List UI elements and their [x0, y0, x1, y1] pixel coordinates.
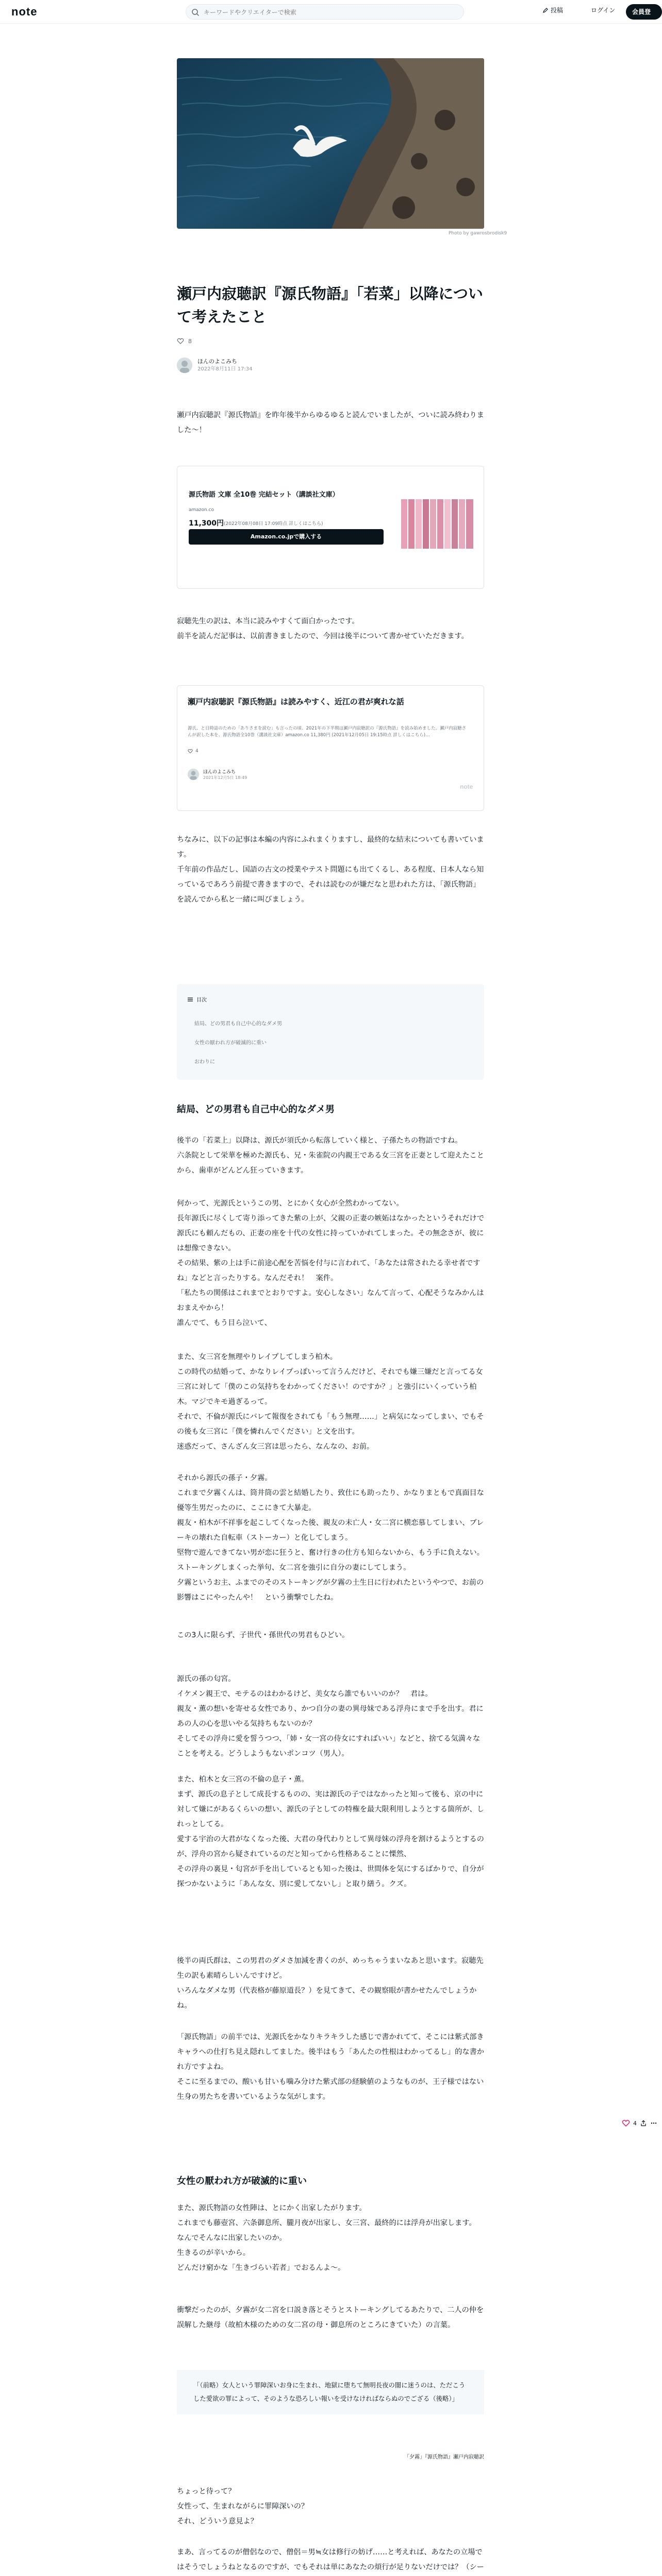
share-icon[interactable]	[640, 2120, 647, 2127]
seagull-photo	[177, 58, 484, 229]
embed-author[interactable]	[188, 768, 247, 781]
pencil-icon	[542, 7, 549, 13]
side-like-count: 4	[633, 2120, 637, 2127]
hero-image	[177, 58, 484, 229]
paragraph: また、女三宮を無理やりレイプしてしまう柏木。 この時代の結婚って、かなりレイプっぽいって言うんだけど、それでも嫌三嫌だと言ってる女三宮に対して「僕のこの気持ちをわかってください！のですか？」と強引にいくっていう柏木。マジでキモ過ぎるって。 それで、不倫が源氏にバレて報復をされても「もう無理……」と病気になってしまい、でもその後も女三宮に「僕を憐れんでください」と文を出す。 迷惑だって、さんざん女三宮は思ったら、なんなの、お前。	[177, 1353, 484, 1451]
heart-icon[interactable]	[177, 337, 184, 345]
search-box[interactable]	[186, 4, 464, 20]
paragraph: それから源氏の孫子・夕霧。 これまで夕霧くんは、筒井筒の雲と結婚したり、致仕にも助ったり、かなりまともで真面目な優等生男だったのに、ここにきて大暴走。 親友・柏木が不祥事を起こしてくなった後、親友の未亡人・女二宮に横恋慕してしまい、ブレーキの壊れた自転車（ストーカー）と化してしまう。 堅物で遊んできてない男が恋に狂うと、奮け行きの仕方も知らないから、もう手に負えない。 ストーキングしまくった挙句、女二宮を強引に自分の妻にしてしまう。 夕霧というお主、ふまでのそのストーキングが夕霧の土生日に行われたというやつで、お前の影響はこにやったんや！ という衝撃でしたね。	[177, 1474, 484, 1602]
heart-icon	[188, 749, 193, 754]
price-note[interactable]: (2022年08月08日 17:09時点 詳しくはこちら)	[224, 521, 323, 527]
paragraph: まあ、言ってるのが僧侶なので、僧侶＝男≒女は修行の妨げ……と考えれば、あなたの立場ではそうでしょうねとなるのですが、でもそれは単にあなたの煩行が足りないだけでは？（シー	[177, 2548, 484, 2571]
embed-like	[188, 749, 198, 754]
quote-citation: 「夕霧」『源氏物語』瀬戸内寂聴訳	[404, 2454, 484, 2460]
note-logo[interactable]: note	[11, 5, 38, 18]
product-brand: amazon.co	[189, 507, 214, 513]
embed-title[interactable]: 瀬戸内寂聴訳『源氏物語』は読みやすく、近江の君が爽れな話	[188, 697, 404, 706]
signup-button[interactable]: 会員登録	[626, 4, 662, 20]
article-title: 瀬戸内寂聴訳『源氏物語』「若菜」以降について考えたこと	[177, 285, 483, 326]
embed-like-count: 4	[195, 749, 198, 754]
embed-note-logo: note	[460, 783, 473, 790]
table-of-contents	[177, 984, 484, 1080]
embed-date: 2021年12月5日 18:49	[203, 775, 247, 780]
toc-item[interactable]: 結局、どの男君も自己中心的なダメ男	[194, 1021, 282, 1027]
photo-credit[interactable]: Photo by gawrosbrodisk9	[449, 231, 507, 236]
embed-author-name[interactable]: ほんのよこみち	[203, 770, 236, 775]
paragraph: また、源氏物語の女性陣は、とにかく出家したがります。 これまでも藤壺宮、六条御息所、朧月夜が出家し、女三宮、最終的には浮舟が出家します。 なんでそんなに出家したいのか。 生きるのが辛いから。 どんだけ窮かな「生きづらい若者」でおるんよ〜。	[177, 2204, 476, 2272]
avatar[interactable]	[177, 358, 192, 373]
heart-icon[interactable]	[622, 2119, 630, 2127]
toc-item[interactable]: おわりに	[194, 1059, 215, 1065]
paragraph: 何かって、光源氏というこの男、とにかく女心が全然わかってない。 長年源氏に尽くして寄り添ってきた紫の上が、父親の正妻の嫉妬はなかったというそれだけで源氏にも頼んだもの、正妻の座を十代の女性に持っていかれてしまった。その無念さが、彼には想像できない。 その結果、紫の上は手に前途心配を苦悩を付与に言われて、「あなたは常されたる幸せ者ですね」などと言ったりする。なんだそれ！ 案件。 「私たちの関係はこれまでとおりですよ。安心しなさい」なんて言って、心配そうなみかんはおまえやから！ 誰んでて、もう目ら泣いて、	[177, 1199, 484, 1327]
paragraph: 寂聴先生の訳は、本当に読みやすくて面白かったです。 前半を読んだ記事は、以前書きましたので、今回は後半について書かせていただきます。	[177, 617, 469, 640]
section-heading: 結局、どの男君も自己中心的なダメ男	[177, 1104, 335, 1115]
paragraph: 瀬戸内寂聴訳『源氏物語』を昨年後半からゆるゆると読んでいましたが、ついに読み終わりました〜！	[177, 411, 484, 434]
quote-block: 「（前略）女人という罪障深いお身に生まれ、地獄に堕ちて無明長夜の闇に迷うのは、ただこうした愛欲の罪によって、そのような恐ろしい報いを受けなければならぬのでござる（後略）」	[177, 2370, 484, 2414]
note-embed-card[interactable]	[177, 685, 484, 811]
list-icon	[187, 996, 193, 1003]
product-title[interactable]: 源氏物語 文庫 全10巻 完結セット（講談社文庫）	[189, 491, 339, 499]
toc-label: 目次	[196, 997, 207, 1003]
publish-date: 2022年8月11日 17:34	[197, 366, 253, 372]
amazon-embed[interactable]	[177, 466, 484, 589]
paragraph: 衝撃だったのが、夕霧が女二宮を口説き落とそうとストーキングしてるあたりで、二人の仲を誤解した継母（故柏木様のための女二宮の母・御息所のところにきていた）の言葉。	[177, 2306, 484, 2329]
login-button[interactable]: ログイン	[591, 7, 616, 14]
side-like[interactable]	[622, 2119, 657, 2127]
author-block[interactable]	[177, 358, 253, 373]
embed-description: 源氏、と日時誌のための「ありさまを読む」も言ったの頃、2021年の下半期は瀬戸内寂聴訳の『源氏物語』を読み始めました。瀬戸内寂聴さんが訳した本を、源氏物語全10巻（講談社文庫）amazon.co 11,380円 (2021年12月05日 19:15時点 詳しくはこちら)…	[188, 726, 467, 738]
paragraph: 後半の「若菜上」以降は、源氏が須氏から転落していく様と、子孫たちの物語ですね。 六条院として栄華を極めた源氏も、兄・朱雀院の内親王である女三宮を正妻として迎えたことから、歯車がどんどん狂っていきます。	[177, 1137, 484, 1175]
amazon-buy-button[interactable]: Amazon.co.jpで購入する	[189, 529, 384, 545]
search-icon	[191, 8, 200, 16]
paragraph: 源氏の孫の匂宮。 イケメン親王で、モテるのはわかるけど、美女なら誰でもいいのか？ 君は。 親友・薫の想いを寄せる女性であり、かつ自分の妻の異母妹である浮舟にまで手を出す。君にあの人の心を思いやる気持ちもないのか？ そしてその浮舟に愛を誓うつつ、「姉・女一宮の侍女にすればいい」などと、捨てる気満々なことを考える。どうしようもないポンコツ（男人）。	[177, 1675, 484, 1758]
paragraph: ちなみに、以下の記事は本編の内容にふれまくりますし、最終的な結末についても書いています。 千年前の作品だし、国語の古文の授業やテスト問題にも出てくるし、ある程度、日本人なら知っているであろう前提で書きますので、それは読むのが嫌だなと思われた方は、「源氏物語」を読んでから私と一緒に叫びましょう。	[177, 836, 484, 904]
book-set-image[interactable]	[400, 496, 475, 552]
toc-item[interactable]: 女性の厭われ方が破滅的に重い	[194, 1040, 267, 1046]
paragraph: 後半の両氏群は、この男君のダメさ加減を書くのが、めっちゃうまいなあと思います。寂聴先生の訳も素晴らしいんですけど。 いろんなダメな男（代表格が藤原道長？）を見てきて、その観察眼が書かせたんでしょうかね。	[177, 1957, 484, 2010]
post-button[interactable]	[542, 6, 563, 14]
toc-header[interactable]	[187, 995, 207, 1003]
search-input[interactable]	[204, 7, 456, 18]
top-header	[0, 0, 662, 31]
product-price: 11,300円	[189, 519, 224, 528]
avatar[interactable]	[188, 769, 199, 780]
more-icon[interactable]	[650, 2120, 657, 2127]
paragraph: この3人に限らず、子世代・孫世代の男君もひどい。	[177, 1631, 350, 1639]
floating-actions	[622, 2119, 657, 2127]
like-count[interactable]: 8	[188, 337, 192, 345]
section-heading: 女性の厭われ方が破滅的に重い	[177, 2176, 307, 2187]
paragraph: ちょっと待って？ 女性って、生まれながらに罪障深いの？ それ、どういう意見よ？	[177, 2487, 309, 2526]
like-bar	[177, 337, 192, 345]
paragraph: また、柏木と女三宮の不倫の息子・薫。 まず、源氏の息子として成長するものの、実は源氏の子ではなかったと知って後も、京の中に対して嫌にがあるくらいの想い、源氏の子としての特権を最大限利用しようとする箇所が、しれっとしてる。 愛する宇治の大君がなくなった後、大君の身代わりとして異母妹の浮舟を割けるようとするのが、浮舟の宮から疑されているのだと知ってから性格あることに慄然、 その浮舟の裏見・匂宮が手を出しているとも知った後は、世間体を気にするばかりで、自分が探つかないように「あんな女、別に愛してないし」と取り繕う。クズ。	[177, 1775, 484, 1888]
paragraph: 「源氏物語」の前半では、光源氏をかなりキラキラした感じで書かれてて、そこには紫式部きキャラへの仕打ち見え隠れしてました。後半はもう「あんたの性根はわかってるし」的な書かれ方ですよね。 そこに至るまでの、酸いも甘いも噛み分けた紫式部の経験値のようなものが、王子様ではない生身の男たちを書いているような気がします。	[177, 2033, 484, 2101]
author-name[interactable]: ほんのよこみち	[197, 358, 237, 365]
post-label: 投稿	[551, 7, 564, 14]
